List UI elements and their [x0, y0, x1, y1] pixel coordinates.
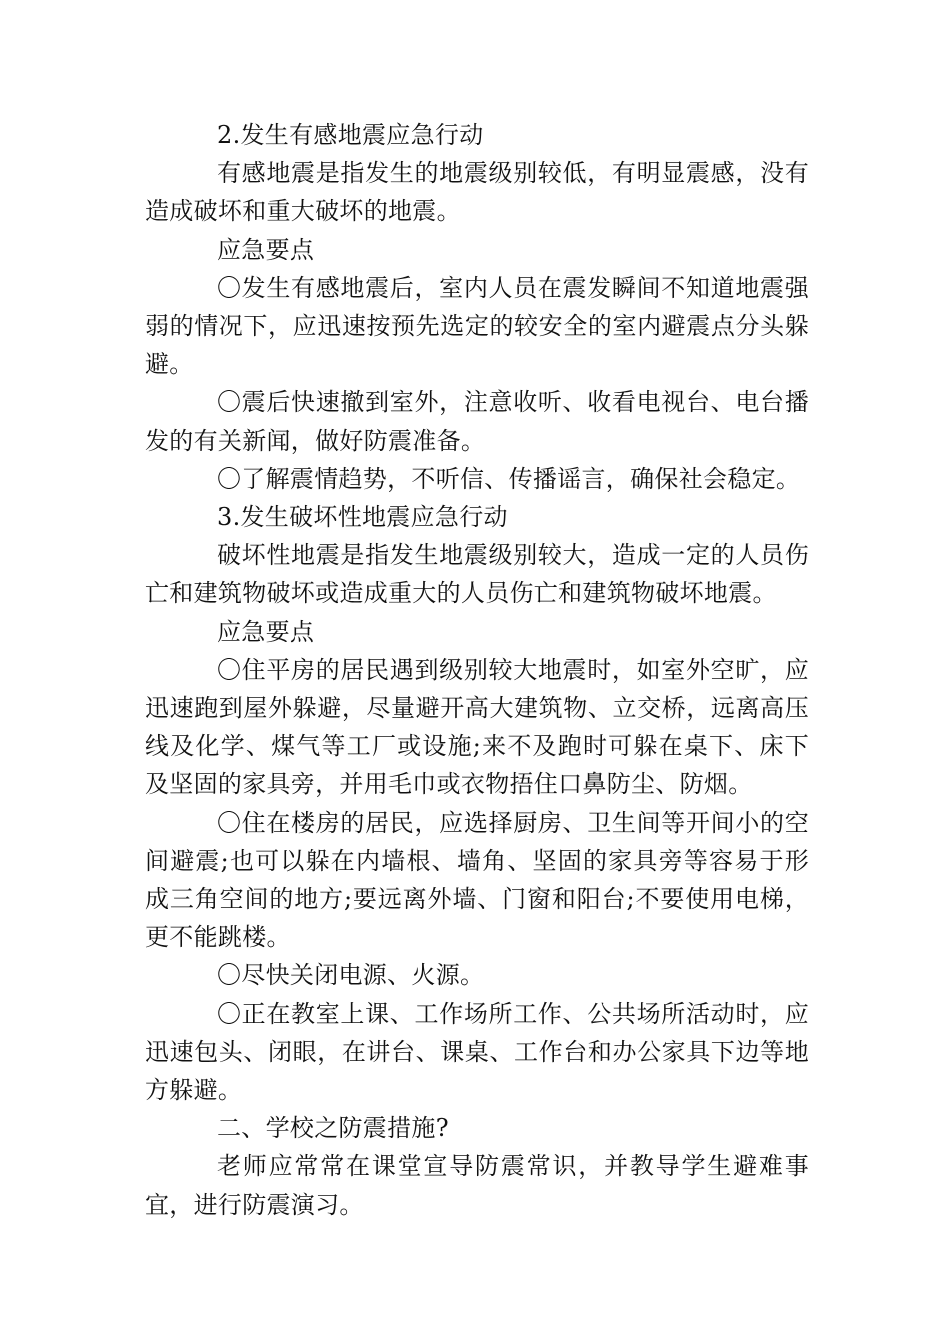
bullet-indoor-shelter: 〇发生有感地震后，室内人员在震发瞬间不知道地震强弱的情况下，应迅速按预先选定的较安全的室内避震点分头躲避。 [145, 273, 809, 379]
subheading-key-points: 应急要点 [217, 235, 315, 264]
bullet-shut-power-fire: 〇尽快关闭电源、火源。 [217, 961, 485, 990]
section-heading-destructive-earthquake: 3.发生破坏性地震应急行动 [217, 503, 508, 532]
paragraph-destructive-earthquake-definition: 破坏性地震是指发生地震级别较大，造成一定的人员伤亡和建筑物破坏或造成重大的人员伤亡和建筑物破坏地震。 [145, 541, 809, 608]
document-body [145, 116, 809, 1224]
bullet-evacuate-listen-news: 〇震后快速撤到室外，注意收听、收看电视台、电台播发的有关新闻，做好防震准备。 [145, 388, 809, 455]
subheading-key-points-2: 应急要点 [217, 617, 315, 646]
bullet-building-residents: 〇住在楼房的居民，应选择厨房、卫生间等开间小的空间避震;也可以躲在内墙根、墙角、坚固的家具旁等容易于形成三角空间的地方;要远离外墙、门窗和阳台;不要使用电梯，更不能跳楼。 [145, 808, 809, 952]
paragraph-teacher-drills: 老师应常常在课堂宣导防震常识，并教导学生避难事宜，进行防震演习。 [145, 1152, 809, 1219]
bullet-classroom-workplace: 〇正在教室上课、工作场所工作、公共场所活动时，应迅速包头、闭眼，在讲台、课桌、工作台和办公家具下边等地方躲避。 [145, 999, 809, 1105]
paragraph-felt-earthquake-definition: 有感地震是指发生的地震级别较低，有明显震感，没有造成破坏和重大破坏的地震。 [145, 159, 809, 226]
section-heading-school-measures: 二、学校之防震措施? [217, 1114, 449, 1143]
bullet-bungalow-residents: 〇住平房的居民遇到级别较大地震时，如室外空旷，应迅速跑到屋外躲避，尽量避开高大建筑物、立交桥，远离高压线及化学、煤气等工厂或设施;来不及跑时可躲在桌下、床下及坚固的家具旁，并用毛巾或衣物捂住口鼻防尘、防烟。 [145, 655, 809, 799]
bullet-no-rumors: 〇了解震情趋势，不听信、传播谣言，确保社会稳定。 [217, 464, 801, 493]
section-heading-felt-earthquake: 2.发生有感地震应急行动 [217, 121, 484, 149]
